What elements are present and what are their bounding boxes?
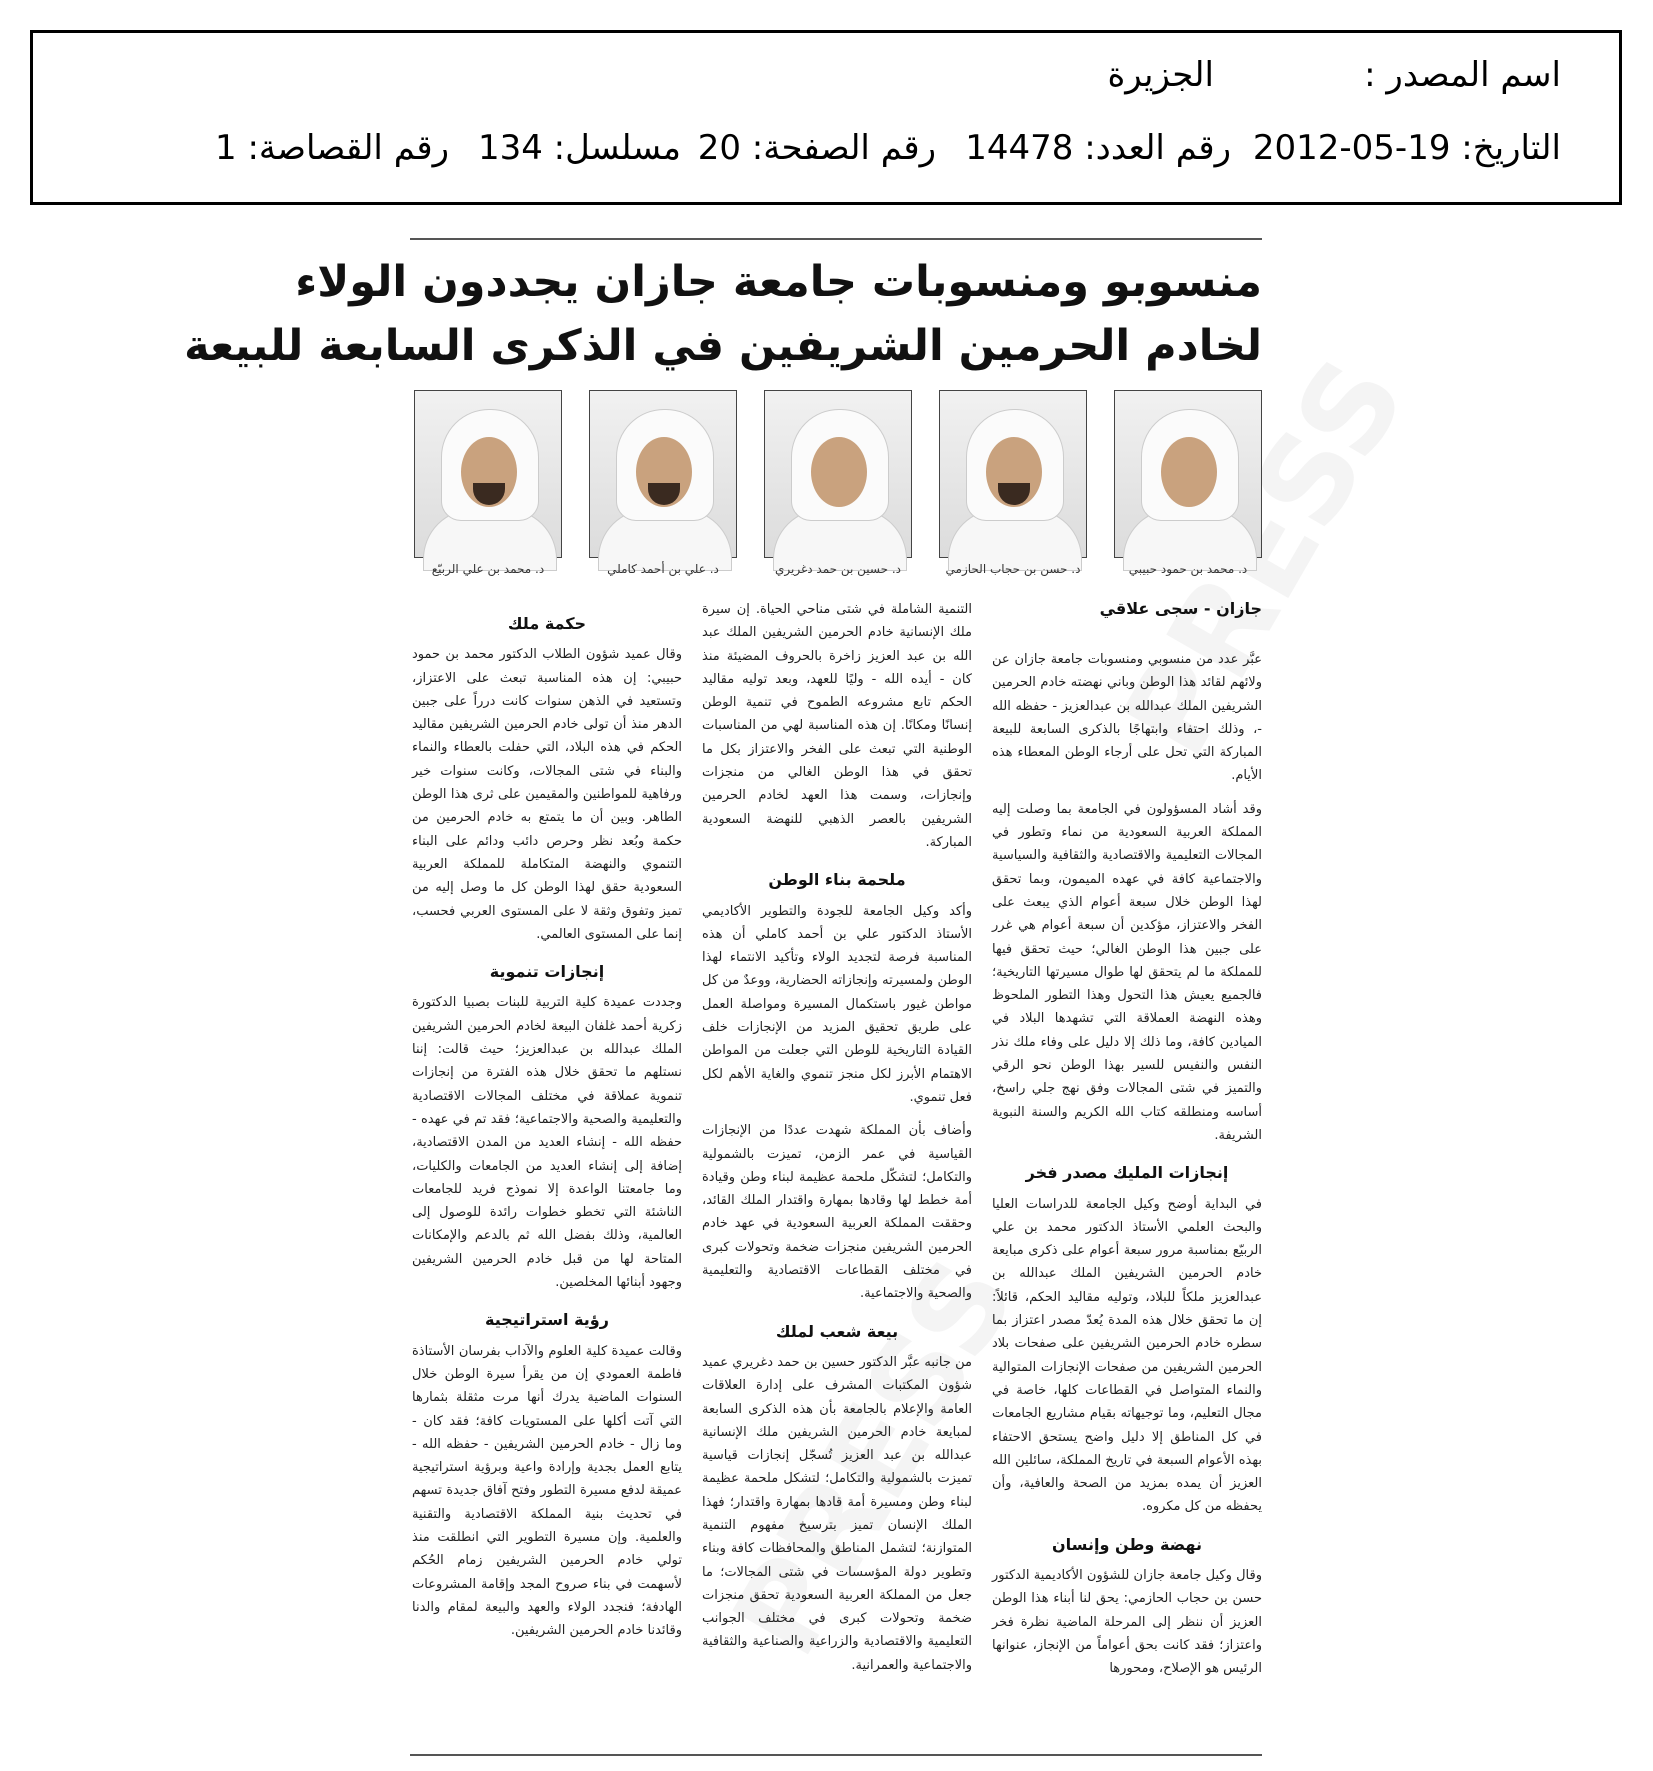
- subheading: حكمة ملك: [507, 614, 587, 633]
- portrait-photo: [939, 390, 1087, 558]
- subheading: ملحمة بناء الوطن: [768, 870, 906, 890]
- clip-number: رقم القصاصة: 1: [215, 128, 449, 168]
- source-info-box: [30, 30, 1622, 205]
- portrait-photo: [764, 390, 912, 558]
- paragraph: وأضاف بأن المملكة شهدت عددًا من الإنجازات القياسية في عمر الزمن، تميزت بالشمولية والتكامل؛ لتشكّل ملحمة عظيمة لبناء وطن وقيادة أمة خطط لها وقادها بمهارة واقتدار الملك القائد، وحققت المملكة العربية السعودية في عهد خادم الحرمين الشريفين منجزات ضخمة وتحولات كبرى في مختلف القطاعات الاقتصادية والتعليمية والصحية والاجتماعية.: [702, 1123, 972, 1302]
- subheading: بيعة شعب لملك: [775, 1321, 899, 1341]
- subheading: إنجازات تنموية: [489, 962, 605, 982]
- photo-caption: د. علي بن أحمد كاملي: [607, 562, 719, 576]
- subheading: نهضة وطن وإنسان: [1052, 1534, 1202, 1554]
- newspaper-clipping: [184, 238, 1262, 1758]
- photo-caption: د. حسن بن حجاب الحازمي: [945, 562, 1081, 576]
- photo-caption: د. حسين بن حمد دغريري: [774, 562, 902, 576]
- bottom-rule: [410, 1754, 1262, 1756]
- top-rule: [410, 238, 1262, 240]
- paragraph: التنمية الشاملة في شتى مناحي الحياة. إن سيرة ملك الإنسانية خادم الحرمين الشريفين الملك عبد الله بن عبد العزيز زاخرة بالحروف المضيئة منذ كان - أيده الله - وليًا للعهد، وبعد توليه مقاليد الحكم تابع مشروعه الطموح في تنمية الوطن إنسانًا ومكانًا. إن هذه المناسبة لهي من المناسبات الوطنية التي تبعث على الفخر والاعتزاز بكل ما تحقق في هذا الوطن الغالي من منجزات وإنجازات، وسمت هذا العهد لخادم الحرمين الشريفين بالعصر الذهبي للنهضة السعودية المباركة.: [702, 602, 972, 850]
- headline-line-1: منسوبو ومنسوبات جامعة جازان يجددون الولاء: [295, 257, 1262, 307]
- paragraph: وقد أشاد المسؤولون في الجامعة بما وصلت إليه المملكة العربية السعودية من نماء وتطور في المجالات التعليمية والاقتصادية والثقافية والسياسية والاجتماعية كافة في عهده الميمون، وبما تحقق لهذا الوطن خلال سبعة أعوام الذي يبعث على الفخر والاعتزاز، مؤكدين أن سبعة أعوام هي غرر على جبين هذا الوطن الغالي؛ حيث تحقق فيها للمملكة ما لم يتحقق لها طوال مسيرتها التاريخية؛ فالجميع يعيش هذا التحول وهذا التطور الملحوظ وهذه النهضة العملاقة التي تشهدها البلاد في الميادين كافة، وما ذلك إلا دليل على وفاء ملك نذر النفس والنفيس للسير بهذا الوطن نحو الرقي والتميز في شتى المجالات وفق نهج جلي راسخ، أساسه ومنطلقه كتاب الله الكريم والسنة النبوية الشريفة.: [992, 801, 1262, 1143]
- portrait-photo: [414, 390, 562, 558]
- source-label: اسم المصدر :: [1364, 55, 1561, 95]
- subheading: إنجازات المليك مصدر فخر: [1025, 1163, 1229, 1183]
- portrait-photo: [1114, 390, 1262, 558]
- article-column-left: [412, 598, 682, 1652]
- photo-caption: د. محمد بن علي الربيّع: [431, 562, 545, 576]
- paragraph: وجددت عميدة كلية التربية للبنات بصبيا الدكتورة زكرية أحمد غلفان البيعة لخادم الحرمين الشريفين الملك عبدالله بن عبدالعزيز؛ حيث قالت: إننا نستلهم ما تحقق خلال هذه الفترة من إنجازات تنموية عملاقة في مختلف المجالات الاقتصادية والتعليمية والصحية والاجتماعية؛ فقد تم في عهده - حفظه الله - إنشاء العديد من المدن الاقتصادية، إضافة إلى إنشاء العديد من الجامعات والكليات، وما جامعتنا الواعدة إلا نموذج فريد للجامعات الناشئة التي تخطو خطوات رائدة للوصول إلى العالمية، وذلك بفضل الله ثم بالدعم والإمكانات المتاحة لها من قبل خادم الحرمين الشريفين وجهود أبنائها المخلصين.: [412, 995, 682, 1291]
- portrait-photo: [589, 390, 737, 558]
- paragraph: وقالت عميدة كلية العلوم والآداب بفرسان الأستاذة فاطمة العمودي إن من يقرأ سيرة الوطن خلال السنوات الماضية يدرك أنها مرت مثقلة بثمارها التي آتت أكلها على المستويات كافة؛ فقد كان - وما زال - خادم الحرمين الشريفين - حفظه الله - يتابع العمل بجدية وإرادة واعية وبرؤية استراتيجية عميقة لدفع مسيرة التطور وفتح آفاق جديدة تسهم في تحديث بنية المملكة الاقتصادية والتقنية والعلمية. وإن مسيرة التطوير التي انطلقت منذ تولي خادم الحرمين الشريفين زمام الحُكم لأسهمت في بناء صروح المجد وإقامة المشروعات الهادفة؛ فنجدد الولاء والعهد والبيعة لمقام والدنا وقائدنا خادم الحرمين الشريفين.: [412, 1343, 682, 1639]
- paragraph: وقال عميد شؤون الطلاب الدكتور محمد بن حمود حبيبي: إن هذه المناسبة تبعث على الاعتزاز، وتستعيد في الذهن سنوات كانت درراً على جبين الدهر منذ أن تولى خادم الحرمين الشريفين مقاليد الحكم في هذه البلاد، التي حفلت بالعطاء والنماء والبناء في شتى المجالات، وكانت سنوات خير ورفاهية للمواطنين والمقيمين على ثرى هذا الوطن الطاهر. وبين أن ما يتمتع به خادم الحرمين من حكمة وبُعد نظر وحرص دائب ودائم على البناء التنموي والنهضة المتكاملة للمملكة العربية السعودية حقق لهذا الوطن كل ما وصل إليه من تميز وتفوق وثقة لا على المستوى العربي فحسب، إنما على المستوى العالمي.: [412, 647, 682, 942]
- paragraph: وأكد وكيل الجامعة للجودة والتطوير الأكاديمي الأستاذ الدكتور علي بن أحمد كاملي أن هذه المناسبة فرصة لتجديد الولاء وتأكيد الانتماء لهذا الوطن ولمسيرته وإنجازاته الحضارية، ووعدٌ من كل مواطن غيور باستكمال المسيرة ومواصلة العمل على طريق تحقيق المزيد من الإنجازات خلف القيادة التاريخية للوطن التي جعلت من المواطن الاهتمام الأبرز لكل منجز تنموي والغاية الأهم لكل فعل تنموي.: [702, 903, 972, 1105]
- date-field: التاريخ: 19-05-2012: [1252, 128, 1561, 168]
- paragraph: في البداية أوضح وكيل الجامعة للدراسات العليا والبحث العلمي الأستاذ الدكتور محمد بن علي الربيّع بمناسبة مرور سبعة أعوام على ذكرى مبايعة خادم الحرمين الشريفين الملك عبدالله بن عبدالعزيز ملكاً للبلاد، وتوليه مقاليد الحكم، قائلاً: إن ما تحقق خلال هذه المدة يُعدّ مصدر اعتزاز بما سطره خادم الحرمين الشريفين على صفحات بلاد الحرمين الشريفين من صفحات الإنجازات المتوالية والنماء المتواصل في القطاعات كلها، خاصة في مجال التعليم، وما توجيهاته بقيام مشاريع الجامعات في كل المناطق إلا دليل واضح يستحق الاحتفاء بهذه الأعوام السبعة في تاريخ المملكة، سائلين الله العزيز أن يمده بمزيد من الصحة والعافية، وأن يحفظه من كل مكروه.: [992, 1196, 1262, 1515]
- source-name: الجزيرة: [1107, 55, 1214, 95]
- photo-caption: د. محمد بن حمود حبيبي: [1128, 562, 1248, 576]
- issue-number: رقم العدد: 14478: [965, 128, 1231, 168]
- serial-number: مسلسل: 134: [477, 128, 681, 168]
- paragraph: وقال وكيل جامعة جازان للشؤون الأكاديمية الدكتور حسن بن حجاب الحازمي: يحق لنا أبناء هذا الوطن العزيز أن ننظر إلى المرحلة الماضية نظرة فخر واعتزاز؛ فقد كانت بحق أعواماً من الإنجاز، عنوانها الرئيس هو الإصلاح، ومحورها: [992, 1567, 1262, 1677]
- paragraph: عبَّر عدد من منسوبي ومنسوبات جامعة جازان عن ولائهم لقائد هذا الوطن وباني نهضته خادم الحرمين الشريفين الملك عبدالله بن عبدالعزيز - حفظه الله -، وذلك احتفاء وابتهاجًا بالذكرى السابعة للبيعة المباركة التي تحل على أرجاء الوطن المعطاء هذه الأيام.: [992, 652, 1262, 784]
- paragraph: من جانبه عبَّر الدكتور حسين بن حمد دغريري عميد شؤون المكتبات المشرف على إدارة العلاقات العامة والإعلام بالجامعة بأن هذه الذكرى السابعة لمبايعة خادم الحرمين الشريفين ملك الإنسانية عبدالله بن عبد العزيز تُسجّل إنجازات قياسية تميزت بالشمولية والتكامل؛ لتشكل ملحمة عظيمة لبناء وطن ومسيرة أمة قادها بمهارة واقتدار؛ فهذا الملك الإنسان تميز بترسيخ مفهوم التنمية المتوازنة؛ لتشمل المناطق والمحافظات كافة وبناء وتطوير دولة المؤسسات في شتى المجالات؛ ما جعل من المملكة العربية السعودية تحقق منجزات ضخمة وتحولات كبرى في مختلف الجوانب التعليمية والاقتصادية والزراعية والصناعية والثقافية والاجتماعية والعمرانية.: [702, 1354, 972, 1673]
- article-column-right: [992, 648, 1262, 1690]
- headline-line-2: لخادم الحرمين الشريفين في الذكرى السابعة للبيعة: [184, 321, 1262, 371]
- subheading: رؤية استراتيجية: [485, 1310, 609, 1330]
- page-number: رقم الصفحة: 20: [697, 128, 936, 168]
- byline: جازان - سجى علاقي: [1099, 599, 1262, 618]
- article-column-middle: [702, 598, 972, 1687]
